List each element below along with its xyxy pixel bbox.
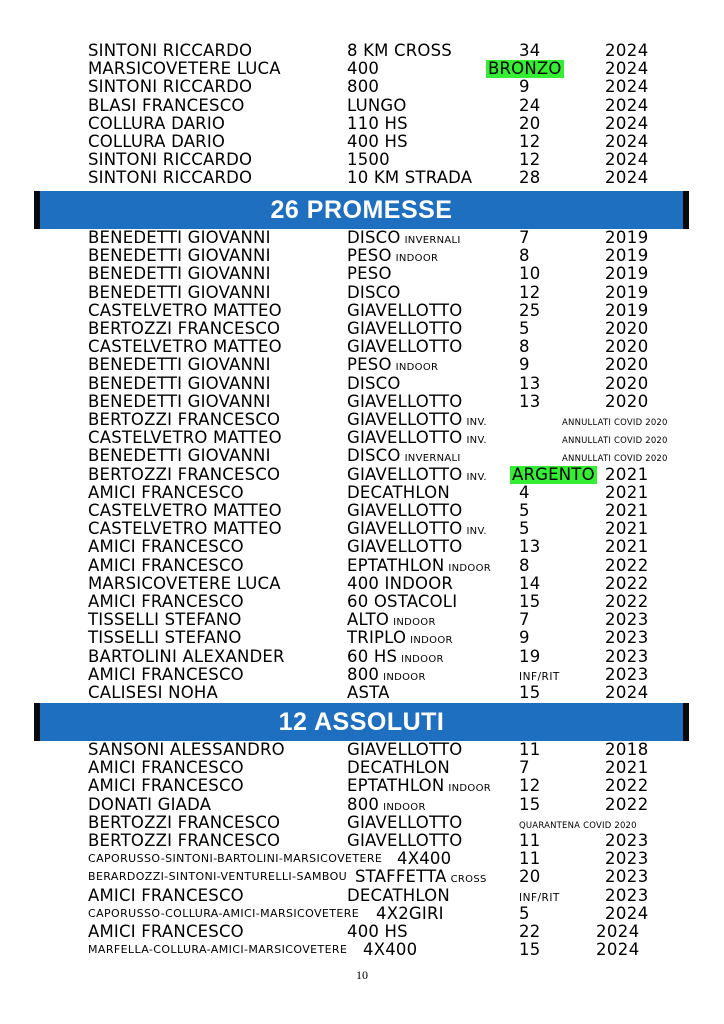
placement: 7 <box>519 228 530 247</box>
placement: 13 <box>519 391 541 411</box>
year: 2022 <box>605 794 649 814</box>
event-cell <box>347 97 407 115</box>
table-row <box>0 796 724 814</box>
year: 2021 <box>605 758 649 778</box>
athlete-name: CAPORUSSO-COLLURA-AMICI-MARSICOVETERE <box>88 906 360 920</box>
event-cell <box>397 850 451 868</box>
event-name: GIAVELLOTTO <box>347 410 463 429</box>
year: 2023 <box>605 849 649 869</box>
table-row <box>0 60 724 78</box>
event-name: 8 KM CROSS <box>347 41 452 60</box>
event-name: 4X400 <box>363 940 418 960</box>
event-name: GIAVELLOTTO <box>347 464 463 484</box>
year: 2024 <box>605 150 649 170</box>
placement: 11 <box>519 831 541 850</box>
year: 2020 <box>605 373 649 393</box>
placement: 11 <box>519 849 541 869</box>
placement: 8 <box>519 337 530 357</box>
table-row <box>0 133 724 151</box>
placement: 8 <box>519 555 530 575</box>
placement: 19 <box>519 646 541 666</box>
placement: 12 <box>519 132 541 151</box>
athlete-name: BENEDETTI GIOVANNI <box>88 228 271 247</box>
event-name: EPTATHLON <box>347 776 445 796</box>
table-row <box>0 42 724 60</box>
event-qualifier: CROSS <box>450 874 487 886</box>
year: 2019 <box>605 264 649 284</box>
athlete-name: BENEDETTI GIOVANNI <box>88 391 271 411</box>
year: 2024 <box>605 41 649 60</box>
event-qualifier: INV. <box>466 526 487 538</box>
athlete-name: SINTONI RICCARDO <box>88 150 253 170</box>
section-title: 12 ASSOLUTI <box>278 708 445 736</box>
event-qualifier: INDOOR <box>393 617 436 629</box>
placement: 9 <box>519 77 530 97</box>
event-cell <box>347 60 379 78</box>
athlete-name: SINTONI RICCARDO <box>88 168 253 188</box>
placement: 12 <box>519 282 541 302</box>
table-row <box>0 741 724 759</box>
year: 2020 <box>605 391 649 411</box>
athlete-name: CALISESI NOHA <box>88 683 218 702</box>
event-name: PESO <box>347 264 392 284</box>
table-row <box>0 356 724 374</box>
year: 2020 <box>605 319 649 338</box>
placement: 5 <box>519 319 530 338</box>
placement: 15 <box>519 940 541 960</box>
event-cell <box>347 923 408 941</box>
year: 2021 <box>605 501 649 520</box>
placement: 7 <box>519 758 530 778</box>
table-row <box>0 502 724 520</box>
placement: 5 <box>519 903 530 923</box>
event-name: 800 <box>347 794 380 814</box>
event-qualifier: INV. <box>466 435 487 447</box>
placement: INF/RIT <box>519 891 560 904</box>
event-name: LUNGO <box>347 95 407 115</box>
event-cell <box>347 151 390 169</box>
athlete-name: CASTELVETRO MATTEO <box>88 501 282 520</box>
event-name: DECATHLON <box>347 885 450 905</box>
section-title: 26 PROMESSE <box>270 196 453 224</box>
athlete-name: AMICI FRANCESCO <box>88 537 244 557</box>
medal-badge: ARGENTO <box>512 464 595 484</box>
table-row <box>0 247 724 265</box>
event-name: GIAVELLOTTO <box>347 391 463 411</box>
event-qualifier: INVERNALI <box>404 235 461 246</box>
athlete-name: BENEDETTI GIOVANNI <box>88 264 271 284</box>
placement: 25 <box>519 300 541 320</box>
table-row <box>0 629 724 647</box>
year: 2024 <box>605 903 649 923</box>
athlete-name: CAPORUSSO-SINTONI-BARTOLINI-MARSICOVETERE <box>88 852 383 866</box>
covid-note: ANNULLATI COVID 2020 <box>562 454 668 465</box>
table-row <box>0 814 724 832</box>
athlete-name: BERTOZZI FRANCESCO <box>88 831 281 850</box>
athlete-name: COLLURA DARIO <box>88 113 226 133</box>
athlete-name: MARSICOVETERE LUCA <box>88 573 281 593</box>
placement: 7 <box>519 610 530 630</box>
event-name: GIAVELLOTTO <box>347 300 463 320</box>
athlete-name: AMICI FRANCESCO <box>88 592 244 611</box>
table-row <box>0 520 724 538</box>
placement: 22 <box>519 922 541 941</box>
year: 2023 <box>605 664 649 684</box>
athlete-name: CASTELVETRO MATTEO <box>88 519 282 539</box>
table-row <box>0 832 724 850</box>
event-qualifier: INDOOR <box>410 635 453 647</box>
event-name: 800 <box>347 77 380 97</box>
event-name: DISCO <box>347 373 401 393</box>
placement: 12 <box>519 776 541 796</box>
year: 2022 <box>605 592 649 611</box>
placement: 5 <box>519 519 530 539</box>
placement: 8 <box>519 246 530 266</box>
event-cell <box>347 814 462 832</box>
table-row <box>0 320 724 338</box>
event-name: DISCO <box>347 228 401 247</box>
table-row <box>0 538 724 556</box>
table-row <box>0 169 724 187</box>
event-name: 10 KM STRADA <box>347 168 473 188</box>
athlete-name: BENEDETTI GIOVANNI <box>88 373 271 393</box>
event-qualifier: INVERNALI <box>404 453 461 465</box>
event-cell <box>347 832 462 850</box>
event-cell <box>347 42 452 60</box>
event-name: 400 HS <box>347 132 408 151</box>
athlete-name: BERTOZZI FRANCESCO <box>88 319 281 338</box>
year: 2023 <box>605 831 649 850</box>
event-cell <box>347 502 462 520</box>
event-name: 60 HS <box>347 646 398 666</box>
year: 2021 <box>605 482 649 502</box>
placement: 20 <box>519 113 541 133</box>
placement: 15 <box>519 592 541 611</box>
event-name: GIAVELLOTTO <box>347 740 463 759</box>
placement: 10 <box>519 264 541 284</box>
event-cell <box>347 133 408 151</box>
event-cell <box>347 302 462 320</box>
table-row <box>0 284 724 302</box>
athlete-name: BLASI FRANCESCO <box>88 95 245 115</box>
covid-note: QUARANTENA COVID 2020 <box>519 820 637 831</box>
year: 2024 <box>605 132 649 151</box>
year: 2019 <box>605 228 649 247</box>
table-row <box>0 923 724 941</box>
year: 2023 <box>605 885 649 905</box>
page-number: 10 <box>356 968 368 982</box>
athlete-name: BERTOZZI FRANCESCO <box>88 464 281 484</box>
event-name: 800 <box>347 664 380 684</box>
table-row <box>0 648 724 666</box>
table-row <box>0 375 724 393</box>
year: 2023 <box>605 867 649 887</box>
placement: 4 <box>519 482 530 502</box>
placement: 11 <box>519 740 541 759</box>
table-row <box>0 905 724 923</box>
placement: 15 <box>519 683 541 702</box>
athlete-name: AMICI FRANCESCO <box>88 922 244 941</box>
year: 2024 <box>605 168 649 188</box>
placement: 12 <box>519 150 541 170</box>
event-name: DECATHLON <box>347 482 450 502</box>
event-qualifier: INV. <box>466 417 487 428</box>
year: 2024 <box>605 683 649 702</box>
athlete-name: BARTOLINI ALEXANDER <box>88 646 285 666</box>
event-cell <box>347 593 457 611</box>
year: 2024 <box>605 77 649 97</box>
event-cell <box>347 115 408 133</box>
event-name: GIAVELLOTTO <box>347 519 463 539</box>
athlete-name: MARSICOVETERE LUCA <box>88 59 281 79</box>
athlete-name: BENEDETTI GIOVANNI <box>88 246 271 266</box>
table-row <box>0 411 724 429</box>
covid-note: ANNULLATI COVID 2020 <box>562 436 668 447</box>
year: 2024 <box>596 940 640 960</box>
athlete-name: AMICI FRANCESCO <box>88 555 244 575</box>
year: 2019 <box>605 282 649 302</box>
athlete-name: COLLURA DARIO <box>88 132 226 151</box>
event-name: GIAVELLOTTO <box>347 537 463 557</box>
event-name: 400 <box>347 59 380 79</box>
table-row <box>0 302 724 320</box>
table-row <box>0 777 724 795</box>
table-row <box>0 557 724 575</box>
event-name: TRIPLO <box>347 628 407 648</box>
placement: 9 <box>519 628 530 648</box>
year: 2021 <box>605 464 649 484</box>
event-name: ASTA <box>347 683 390 702</box>
event-name: 110 HS <box>347 113 408 133</box>
event-name: PESO <box>347 355 392 375</box>
year: 2022 <box>605 573 649 593</box>
athlete-name: CASTELVETRO MATTEO <box>88 428 282 448</box>
table-row <box>0 393 724 411</box>
table-row <box>0 97 724 115</box>
year: 2018 <box>605 740 649 759</box>
year: 2022 <box>605 776 649 796</box>
event-cell <box>376 905 444 923</box>
athlete-name: BERARDOZZI-SINTONI-VENTURELLI-SAMBOU <box>88 870 348 884</box>
event-name: 400 HS <box>347 922 408 941</box>
event-cell <box>347 538 462 556</box>
table-row <box>0 759 724 777</box>
table-row <box>0 850 724 868</box>
placement: 5 <box>519 501 530 520</box>
section-banner <box>34 191 689 229</box>
event-name: ALTO <box>347 610 390 630</box>
athlete-name: DONATI GIADA <box>88 794 212 814</box>
placement: 24 <box>519 95 541 115</box>
event-cell <box>347 887 450 905</box>
table-row <box>0 447 724 465</box>
placement: 20 <box>519 867 541 887</box>
event-name: PESO <box>347 246 392 266</box>
placement: INF/RIT <box>519 670 560 683</box>
event-name: GIAVELLOTTO <box>347 319 463 338</box>
event-name: 1500 <box>347 150 390 170</box>
athlete-name: CASTELVETRO MATTEO <box>88 337 282 357</box>
year: 2020 <box>605 337 649 357</box>
placement: 9 <box>519 355 530 375</box>
year: 2024 <box>605 95 649 115</box>
event-name: GIAVELLOTTO <box>347 428 463 448</box>
event-qualifier: INDOOR <box>401 653 444 665</box>
athlete-name: SANSONI ALESSANDRO <box>88 740 285 759</box>
table-row <box>0 466 724 484</box>
year: 2024 <box>596 922 640 941</box>
table-row <box>0 151 724 169</box>
event-cell <box>347 759 450 777</box>
athlete-name: MARFELLA-COLLURA-AMICI-MARSICOVETERE <box>88 943 348 957</box>
event-cell <box>347 575 453 593</box>
event-cell <box>347 741 462 759</box>
year: 2024 <box>605 59 649 79</box>
event-cell <box>347 684 390 702</box>
year: 2023 <box>605 628 649 648</box>
placement: 14 <box>519 573 541 593</box>
table-row <box>0 429 724 447</box>
athlete-name: TISSELLI STEFANO <box>88 610 242 630</box>
table-row <box>0 611 724 629</box>
event-cell <box>347 375 401 393</box>
event-qualifier: INDOOR <box>383 671 426 683</box>
year: 2023 <box>605 646 649 666</box>
table-row <box>0 484 724 502</box>
event-name: 4X2GIRI <box>376 903 444 923</box>
athlete-name: BENEDETTI GIOVANNI <box>88 446 271 466</box>
event-name: STAFFETTA <box>355 867 447 887</box>
year: 2023 <box>605 610 649 630</box>
event-name: DECATHLON <box>347 758 450 778</box>
athlete-name: BERTOZZI FRANCESCO <box>88 812 281 832</box>
athlete-name: BERTOZZI FRANCESCO <box>88 410 281 429</box>
table-row <box>0 575 724 593</box>
placement: 15 <box>519 794 541 814</box>
year: 2020 <box>605 355 649 375</box>
event-cell <box>347 284 401 302</box>
placement: 13 <box>519 373 541 393</box>
event-cell <box>347 169 472 187</box>
athlete-name: TISSELLI STEFANO <box>88 628 242 648</box>
medal-badge: BRONZO <box>488 59 562 79</box>
event-cell <box>363 941 417 959</box>
year: 2019 <box>605 300 649 320</box>
event-qualifier: INDOOR <box>395 253 439 265</box>
year: 2019 <box>605 246 649 266</box>
table-row <box>0 229 724 247</box>
table-row <box>0 593 724 611</box>
event-qualifier: INDOOR <box>448 562 492 574</box>
athlete-name: AMICI FRANCESCO <box>88 776 244 796</box>
table-row <box>0 684 724 702</box>
event-cell <box>347 393 462 411</box>
event-name: DISCO <box>347 282 401 302</box>
year: 2022 <box>605 555 649 575</box>
table-row <box>0 265 724 283</box>
athlete-name: AMICI FRANCESCO <box>88 482 244 502</box>
event-cell <box>347 484 450 502</box>
event-qualifier: INV. <box>466 471 487 483</box>
event-name: GIAVELLOTTO <box>347 337 463 357</box>
year: 2021 <box>605 519 649 539</box>
table-row <box>0 868 724 886</box>
athlete-name: AMICI FRANCESCO <box>88 758 244 778</box>
athlete-name: BENEDETTI GIOVANNI <box>88 282 271 302</box>
placement: 13 <box>519 537 541 557</box>
table-row <box>0 666 724 684</box>
event-cell <box>347 338 462 356</box>
athlete-name: BENEDETTI GIOVANNI <box>88 355 271 375</box>
covid-note: ANNULLATI COVID 2020 <box>562 418 668 428</box>
event-qualifier: INDOOR <box>395 362 439 374</box>
event-name: DISCO <box>347 446 401 466</box>
placement: 34 <box>519 41 541 60</box>
table-row <box>0 338 724 356</box>
event-qualifier: INDOOR <box>383 801 426 813</box>
athlete-name: AMICI FRANCESCO <box>88 664 244 684</box>
year: 2024 <box>605 113 649 133</box>
event-cell <box>347 78 379 96</box>
table-row <box>0 115 724 133</box>
event-name: 60 OSTACOLI <box>347 592 458 611</box>
event-name: 400 INDOOR <box>347 573 454 593</box>
event-name: GIAVELLOTTO <box>347 831 463 850</box>
event-name: 4X400 <box>397 849 452 869</box>
event-cell <box>347 320 462 338</box>
event-name: GIAVELLOTTO <box>347 501 463 520</box>
year: 2021 <box>605 537 649 557</box>
event-cell <box>347 265 392 283</box>
table-row <box>0 941 724 959</box>
section-banner <box>34 703 689 741</box>
athlete-name: AMICI FRANCESCO <box>88 885 244 905</box>
athlete-name: SINTONI RICCARDO <box>88 77 253 97</box>
placement: 28 <box>519 168 541 188</box>
athlete-name: CASTELVETRO MATTEO <box>88 300 282 320</box>
athlete-name: SINTONI RICCARDO <box>88 41 253 60</box>
event-name: EPTATHLON <box>347 555 445 575</box>
table-row <box>0 887 724 905</box>
table-row <box>0 78 724 96</box>
event-name: GIAVELLOTTO <box>347 812 463 832</box>
event-qualifier: INDOOR <box>448 783 492 795</box>
